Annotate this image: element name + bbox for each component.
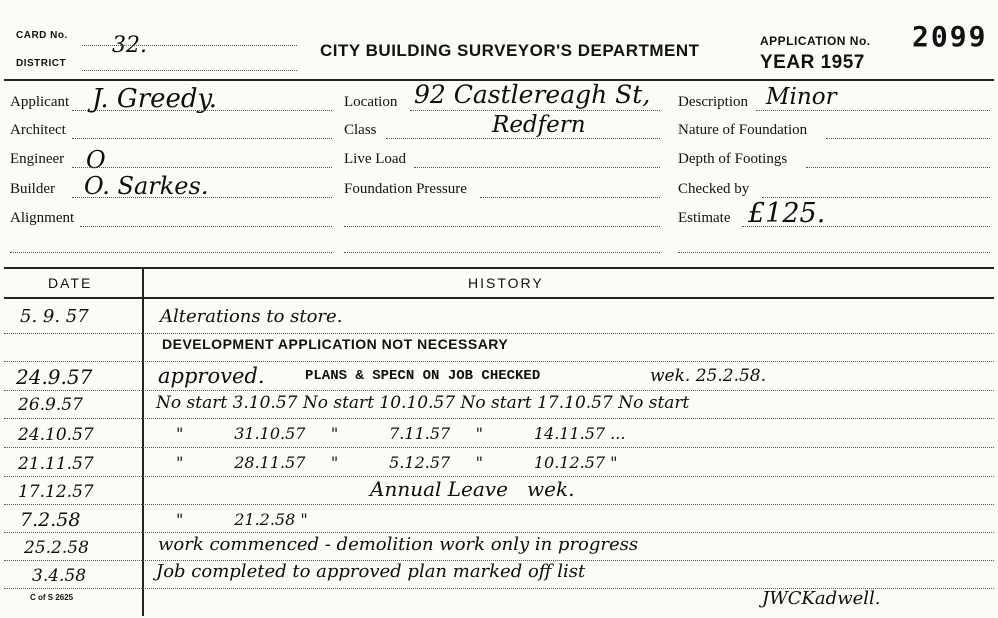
history-entry: No start 3.10.57 No start 10.10.57 No start 17.10.57 No start [156,393,690,413]
row-line [4,390,994,391]
builder-line [72,197,332,198]
architect-label: Architect [10,122,66,138]
row-line [4,333,994,334]
engineer-line [72,167,332,168]
live-load-line [414,167,660,168]
applicant-value: J. Greedy. [92,84,218,114]
foundation-pressure-label: Foundation Pressure [344,181,467,197]
location-line [410,110,660,111]
history-typed-entry: DEVELOPMENT APPLICATION NOT NECESSARY [162,336,509,352]
depth-of-footings-label: Depth of Footings [678,151,788,167]
history-typed-entry: PLANS & SPECN ON JOB CHECKED [305,368,541,384]
class-value: Redfern [492,112,586,138]
history-entry: Job completed to approved plan marked off list [156,561,586,582]
description-line [756,110,990,111]
row-line [4,418,994,419]
foundation-pressure-line [480,197,660,198]
architect-line [72,138,332,139]
application-no-value: 2099 [912,20,988,53]
alignment-label: Alignment [10,210,75,226]
estimate-label: Estimate [678,210,731,226]
signature: JWCKadwell. [762,588,881,609]
row-line [4,532,994,533]
class-label: Class [344,122,377,138]
history-date: 21.11.57 [18,454,94,474]
row-line [4,504,994,505]
middle-extra-line-1 [344,226,660,227]
history-entry: Annual Leave wek. [370,477,575,501]
department-title: CITY BUILDING SURVEYOR'S DEPARTMENT [320,41,700,60]
history-entry: approved. [158,364,265,388]
history-entry: " 31.10.57 " 7.11.57 " 14.11.57 ... [176,424,626,443]
history-date: 26.9.57 [18,395,83,415]
card-no-value: 32. [112,33,147,58]
nature-of-foundation-label: Nature of Foundation [678,122,808,138]
builder-label: Builder [10,181,55,197]
history-top-rule [4,267,994,269]
history-entry: " 21.2.58 " [176,510,308,529]
application-no-label: APPLICATION No. [760,34,871,48]
location-value: 92 Castlereagh St, [414,80,651,109]
history-column-header: HISTORY [468,275,544,291]
row-line [4,447,994,448]
history-header-rule [4,297,994,299]
district-label: DISTRICT [16,58,67,69]
history-entry: work commenced - demolition work only in progress [158,534,639,555]
location-label: Location [344,94,398,110]
date-column-divider [142,268,144,616]
history-date: 25.2.58 [24,538,89,558]
depth-line [806,167,990,168]
history-entry: " 28.11.57 " 5.12.57 " 10.12.57 " [176,453,618,472]
alignment-line [80,226,332,227]
history-date: 17.12.57 [18,482,94,502]
history-date: 7.2.58 [20,509,81,531]
checked-by-label: Checked by [678,181,750,197]
middle-extra-line-2 [344,252,660,253]
class-line [386,138,660,139]
engineer-label: Engineer [10,151,65,167]
live-load-label: Live Load [344,151,407,167]
district-line [82,70,297,71]
nature-line [826,138,990,139]
date-column-header: DATE [48,275,93,291]
card-no-label: CARD No. [16,30,68,41]
history-date: 24.9.57 [16,365,93,389]
engineer-value: O [86,146,106,174]
history-date: 5. 9. 57 [20,306,89,327]
card-no-line [82,45,297,46]
form-code: C of S 2625 [30,593,74,602]
history-entry: Alterations to store. [160,306,343,327]
right-extra-line [678,252,990,253]
history-entry: wek. 25.2.58. [650,366,767,386]
estimate-value: £125. [748,198,826,229]
description-label: Description [678,94,748,110]
estimate-line [742,226,990,227]
applicant-label: Applicant [10,94,70,110]
year-label: YEAR 1957 [760,52,865,73]
left-extra-line [10,252,332,253]
builder-value: O. Sarkes. [84,172,209,200]
row-line [4,361,994,362]
history-date: 3.4.58 [32,566,87,586]
applicant-line [72,110,332,111]
description-value: Minor [766,84,837,110]
history-date: 24.10.57 [18,425,94,445]
